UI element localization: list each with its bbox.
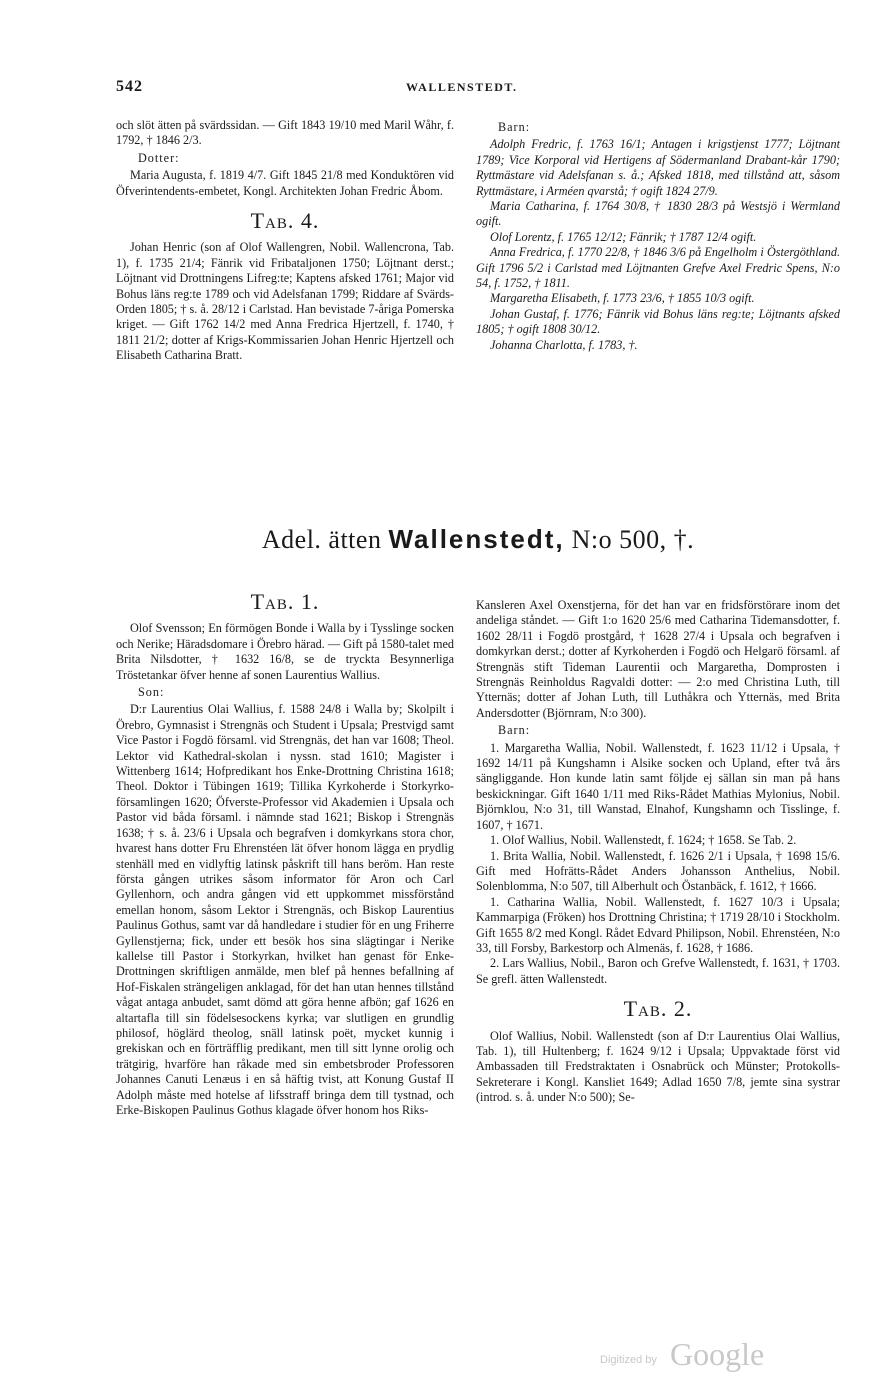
paragraph: Maria Augusta, f. 1819 4/7. Gift 1845 21/8 med Konduktören vid Öfverintendents-embetet, Kongl. Architekten Johan Fredric Åbom.: [116, 168, 454, 198]
bottom-left-column: [116, 580, 454, 1118]
tab-title: Tab. 2.: [623, 996, 693, 1022]
paragraph: och slöt ätten på svärdssidan. — Gift 1843 19/10 med Maril Wåhr, f. 1792, † 1846 2/3.: [116, 118, 454, 148]
label-daughter: Dotter:: [138, 150, 180, 165]
label-children: Barn:: [498, 120, 531, 134]
digitized-watermark: [600, 1336, 790, 1376]
label-children: Barn:: [498, 723, 531, 738]
list-item: Olof Lorentz, f. 1765 12/12; Fänrik; † 1787 12/4 ogift.: [490, 229, 757, 244]
list-item: 1. Brita Wallia, Nobil. Wallenstedt, f. 1626 2/1 i Upsala, † 1698 15/6. Gift med Hofrätts-Rådet Anders Johansson Anthelius, Nobil. Solenblomma, N:o 507, till Alberhult och Östanbäck, f. 1612, † 1666.: [476, 848, 840, 894]
list-item: Adolph Fredric, f. 1763 16/1; Antagen i krigstjenst 1777; Löjtnant 1789; Vice Korporal vid Hertigens af Södermanland Drabant-kår 1790; Ryttmästare vid Adelsfanan s. å.; Afsked 1818, med tillstånd att, såsom Ryttmästare, i Arméen qvarstå; † ogift 1824 27/9.: [476, 137, 840, 198]
tab-title: Tab. 1.: [250, 589, 320, 614]
list-item: 2. Lars Wallius, Nobil., Baron och Grefve Wallenstedt, f. 1631, † 1703. Se grefl. ätten Wallenstedt.: [476, 956, 840, 986]
list-item: Maria Catharina, f. 1764 30/8, † 1830 28/3 på Westsjö i Wermland ogift.: [476, 199, 840, 229]
tab-title: Tab. 4.: [250, 208, 320, 234]
section-title-prefix: Adel. ätten: [261, 525, 382, 554]
paragraph: Johan Henric (son af Olof Wallengren, Nobil. Wallencrona, Tab. 1), f. 1735 21/4; Fänrik vid Fribataljonen 1750; Löjtnant derst.; Löjtnant vid Drottningens Lifreg:te; Kaptens afsked 1761; Major vid Bohus läns reg:te 1789 och vid Adelsfanan 1799; Riddare af Svärds-Orden 1805; † s. å. 28/12 i Carlstad. Han bevistade 7-åriga Pomerska kriget. — Gift 1762 14/2 med Anna Fredrica Hjertzell, f. 1740, † 1811 21/2; dotter af Krigs-Kommissarien Johan Henric Hjertzell och Elisabeth Catharina Bratt.: [116, 240, 454, 363]
watermark-prefix: Digitized by: [600, 1354, 657, 1366]
section-title-name: Wallenstedt,: [388, 524, 565, 554]
paragraph: Olof Svensson; En förmögen Bonde i Walla by i Tysslinge socken och Nerike; Häradsdomare i Örebro härad. — Gift på 1580-talet med Brita Nilsdotter, † 1632 16/8, se de tryckta Besynnerliga Tröstetankar öfver henne af sonen Laurentius Wallius.: [116, 621, 454, 682]
list-item: 1. Catharina Wallia, Nobil. Wallenstedt, f. 1627 10/3 i Upsala; Kammarpiga (Fröken) hos Drottning Christina; † 1719 28/10 i Stockholm. Gift 1655 8/2 med Kongl. Rådet Edvard Philipson, Nobil. Ehrenstéen, N:o 33, till Forsby, Barkestorp och Almenäs, f. 1628, † 1686.: [476, 894, 840, 955]
top-right-column: [476, 118, 840, 353]
google-logo: Google: [670, 1336, 765, 1372]
label-son: Son:: [138, 685, 165, 700]
list-item: 1. Olof Wallius, Nobil. Wallenstedt, f. 1624; † 1658. Se Tab. 2.: [490, 833, 797, 848]
list-item: Margaretha Elisabeth, f. 1773 23/6, † 1855 10/3 ogift.: [490, 291, 755, 306]
section-title-suffix: N:o 500, †.: [571, 525, 695, 554]
list-item: Anna Fredrica, f. 1770 22/8, † 1846 3/6 på Engelholm i Östergöthland. Gift 1796 5/2 i Carlstad med Löjtnanten Grefve Axel Fredric Spens, N:o 54, f. 1752, † 1811.: [476, 245, 840, 291]
list-item: 1. Margaretha Wallia, Nobil. Wallenstedt, f. 1623 11/12 i Upsala, † 1692 14/11 på Kungshamn i Alsike socken och Upland, efter två års sängliggande. Hon kunde latin samt följde ej sällan sin man på hans beskickningar. Gift 1640 1/11 med Riks-Rådet Mathias Mylonius, Nobil. Björnklou, N:o 31, till Wanstad, Elnahof, Kungshamn och Tisslinge, f. 1607, † 1671.: [476, 740, 840, 832]
running-header: [116, 78, 840, 100]
page-number: 542: [116, 78, 143, 95]
top-left-column: [116, 118, 454, 364]
paragraph: D:r Laurentius Olai Wallius, f. 1588 24/8 i Walla by; Skolpilt i Örebro, Gymnasist i Strengnäs och Student i Upsala; Prestvigd samt Vice Pastor i Fogdö församl. vid Strengnäs, det han var 1608; Theol. Lektor vid Kathedral-skolan i nyssn. stad 1610; Magister i Wittenberg 1614; Hofpredikant hos Enke-Drottning Christina 1618; Theol. Doktor i Tübingen 1619; Tillika Kyrkoherde i Storkyrko-församlingen 1620; Öfverste-Professor vid Akademien i Upsala och Pastor vid båda församl. i nämnde stad 1621; Biskop i Strengnäs 1638; † s. å. 23/6 i Upsala och begrafven i domkyrkans stora chor, hvarest hans dotter Fru Ehrenstéen lät öfver honom lägga en prydlig stenhäll med en vidlyftig latinsk påskrift till hans beröm. Han reste första gången utrikes såsom informator för Aron och Carl Gyllenhorn, och andra gången vid ett uppkommet missförstånd emellan honom, såsom Lektor i Strengnäs, och Biskop Laurentius Paulinus Gothus, samt var då handledare i studier för en ung Friherre Gyllenstjerna; fick, under ett besök hos sina slägtingar i Nerike kallelse till Pastor i Storkyrkan, hvilket han genast för Enke-Drottningen skriftligen anmälde, men blef på hennes befallning af Hof-Fiskalen strängeligen anklagad, för det han utan hennes tillstånd vågat antaga anbudet, samt dömd att göra henne afbön; gaf 1626 en altartafla till sin födelsesockens kyrka; var slutligen en grundlig philosof, höglärd theolog, snäll latinsk poët, mycket kunnig i grekiskan och en förträfflig predikant, men till sitt lynne orolig och trätgirig, hvarföre han råkade med sin embetsbroder Professoren Johannes Canuti Lenæus i en så häftig tvist, att Konung Gustaf II Adolph måste med hotelse af lifsstraff bringa dem till tystnad, och Erke-Biskopen Paulinus Gothus klagade öfver honom hos Riks-: [116, 702, 454, 1117]
list-item: Johan Gustaf, f. 1776; Fänrik vid Bohus läns reg:te; Löjtnants afsked 1805; † ogift 1808 30/12.: [476, 306, 840, 337]
paragraph: Olof Wallius, Nobil. Wallenstedt (son af D:r Laurentius Olai Wallius, Tab. 1), till Hultenberg; f. 1624 9/12 i Upsala; Uppvaktade först vid Ambassaden till Fredstraktaten i Osnabrück och Münster; Protokolls-Sekreterare i Kongl. Kansliet 1649; Adlad 1650 7/8, jemte sina systrar (introd. s. å. under N:o 500); Se-: [476, 1028, 840, 1105]
bottom-right-column: [476, 598, 840, 1106]
list-item: Johanna Charlotta, f. 1783, †.: [490, 337, 638, 352]
running-title: WALLENSTEDT.: [406, 80, 518, 94]
paragraph: Kansleren Axel Oxenstjerna, för det han var en fridsförstörare inom det andeliga ståndet. — Gift 1:o 1620 25/6 med Catharina Tidemansdotter, f. 1602 28/11 i Fogdö prostgård, † 1628 27/4 i Upsala och begrafven i domkyrkan derst.; dotter af Kyrkoherden i Fogdö och Helgarö församl. af Strengnäs stift Tideman Laurentii och Margaretha, Domprosten i Strengnäs Reinholdus Ragvaldi dotter: — 2:o med Christina Luth, till Ytternäs; dotter af Johan Luth, till Luthåkra och Ytternäs, med Brita Andersdotter (Björnram, N:o 300).: [476, 598, 840, 720]
section-title: [116, 524, 840, 555]
